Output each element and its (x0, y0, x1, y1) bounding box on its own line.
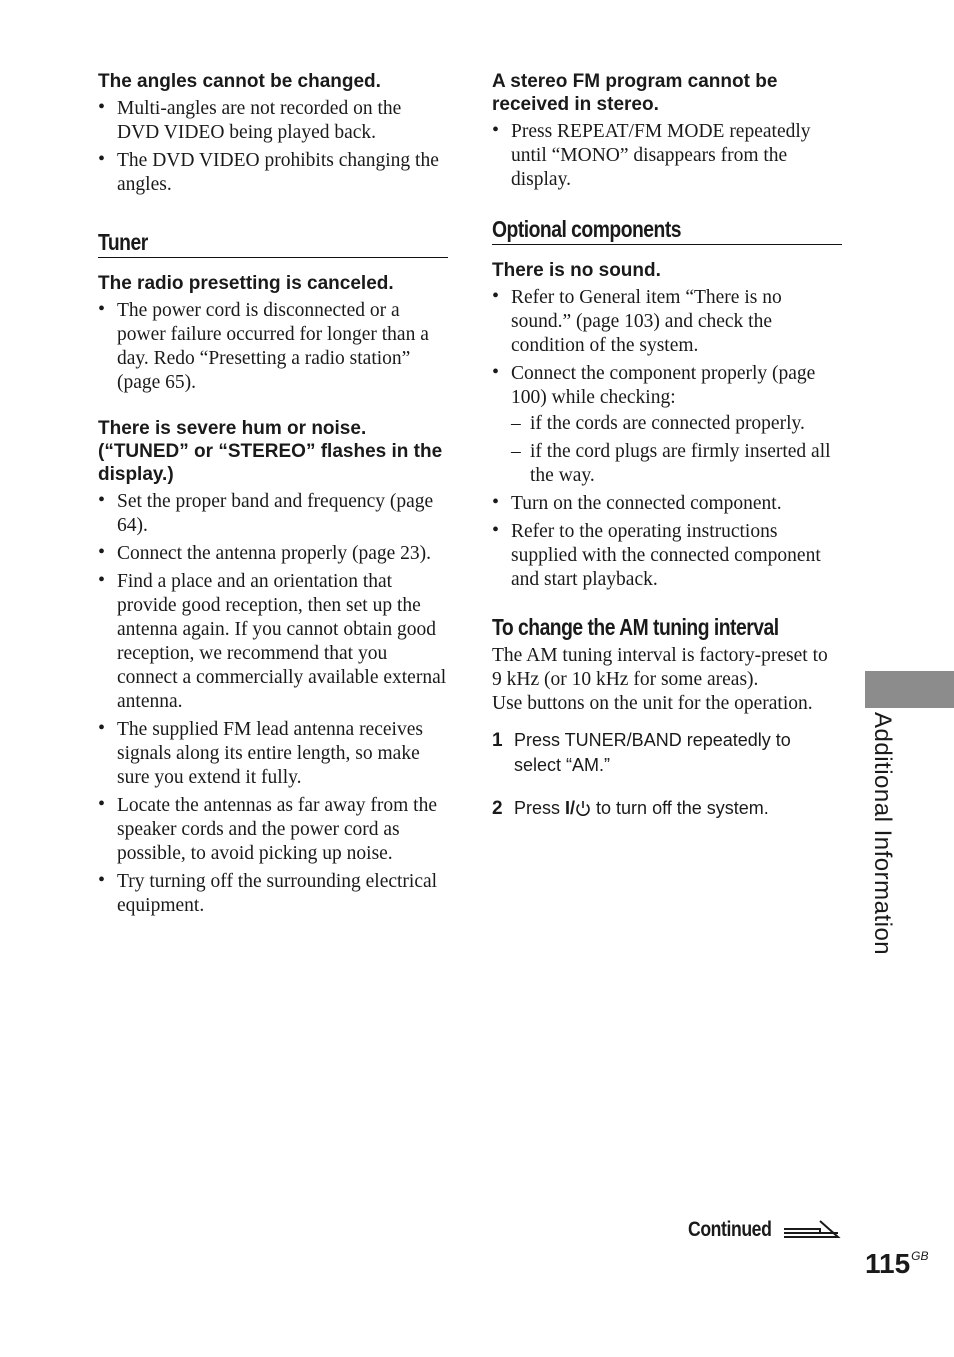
list-item: • The power cord is disconnected or a power failure occurred for longer than a day. Redo “Presetting a radio station” (page 65). (98, 298, 429, 393)
list-item: • Try turning off the surrounding electrical equipment. (98, 869, 438, 916)
section-heading-tuner: Tuner (98, 229, 148, 255)
list-item: • Press REPEAT/FM MODE repeatedly until “MONO” disappears from the display. (492, 119, 811, 190)
left-column (98, 70, 448, 922)
presetting-list (98, 299, 448, 395)
bullet-icon: • (98, 869, 106, 891)
list-item: • Find a place and an orientation that provide good reception, then set up the antenna again. If you cannot obtain good reception, we recommend that you connect a commercially available external antenna. (98, 569, 447, 712)
sub-list-item: – if the cords are connected properly. (511, 413, 805, 434)
dash-icon: – (511, 413, 521, 434)
list-item: • The supplied FM lead antenna receives signals along its entire length, so make sure you extend it fully. (98, 717, 423, 788)
bullet-icon: • (98, 569, 106, 591)
list-item: • The DVD VIDEO prohibits changing the angles. (98, 148, 439, 195)
list-item: • Locate the antennas as far away from the speaker cords and the power cord as possible, to avoid picking up noise. (98, 793, 437, 864)
bullet-icon: • (492, 361, 500, 383)
right-column (492, 70, 842, 839)
dash-icon: – (511, 441, 521, 462)
bullet-icon: • (98, 148, 106, 170)
no-sound-list (492, 286, 842, 592)
bullet-icon: • (98, 541, 106, 563)
list-item: • Refer to General item “There is no sound.” (page 103) and check the condition of the system. (492, 285, 782, 356)
question-noise: There is severe hum or noise. (“TUNED” or “STEREO” flashes in the display.) (98, 418, 443, 485)
question-presetting: The radio presetting is canceled. (98, 273, 394, 294)
sub-list-item: – if the cord plugs are firmly inserted all the way. (511, 441, 831, 486)
question-stereo: A stereo FM program cannot be received in stereo. (492, 71, 778, 115)
list-item: • Connect the component properly (page 100) while checking: – if the cords are connected properly. – if the cord plugs are firmly inserted all the way. (492, 362, 842, 488)
step-item: 2 Press I/ to turn off the system. (492, 798, 769, 819)
list-item: • Refer to the operating instructions supplied with the connected component and start playback. (492, 519, 821, 590)
bullet-icon: • (492, 519, 500, 541)
section-heading-optional-components: Optional components (492, 216, 681, 242)
question-no-sound: There is no sound. (492, 260, 661, 281)
paragraph: Use buttons on the unit for the operation. (492, 693, 813, 714)
section-tab (865, 671, 954, 708)
list-item: • Multi-angles are not recorded on the DVD VIDEO being played back. (98, 96, 402, 143)
bullet-icon: • (492, 285, 500, 307)
sub-list (511, 412, 842, 488)
bullet-icon: • (98, 489, 106, 511)
angles-list (98, 97, 448, 197)
section-divider (98, 257, 448, 258)
bullet-icon: • (98, 298, 106, 320)
bullet-icon: • (98, 793, 106, 815)
step-item: 1 Press TUNER/BAND repeatedly to select “AM.” (492, 730, 791, 775)
list-item: • Turn on the connected component. (492, 491, 782, 514)
bullet-icon: • (98, 717, 106, 739)
question-angles: The angles cannot be changed. (98, 71, 381, 92)
page-number: $115^{GB}$ (865, 1248, 929, 1279)
bullet-icon: • (98, 96, 106, 118)
stereo-list (492, 120, 842, 192)
noise-list (98, 490, 448, 918)
power-icon (575, 800, 591, 816)
continued-indicator: Continued (688, 1218, 787, 1246)
list-item: • Set the proper band and frequency (page 64). (98, 489, 434, 536)
bullet-icon: • (492, 119, 500, 141)
steps-list (492, 728, 842, 821)
list-item: • Connect the antenna properly (page 23). (98, 541, 432, 564)
arrow-icon (782, 1219, 842, 1245)
section-label: Additional Information (869, 712, 896, 956)
bullet-icon: • (492, 491, 500, 513)
section-divider (492, 244, 842, 245)
paragraph: The AM tuning interval is factory-preset to 9 kHz (or 10 kHz for some areas). (492, 645, 828, 690)
subsection-heading-am-interval: To change the AM tuning interval (492, 614, 779, 640)
